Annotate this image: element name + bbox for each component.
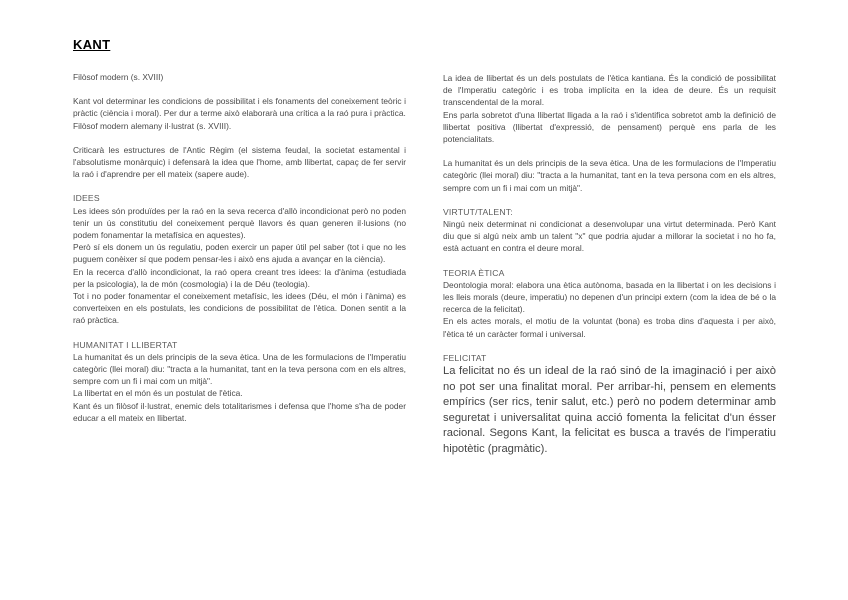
- paragraph: La idea de llibertat és un dels postulats de l'ètica kantiana. És la condició de possibilitat de l'Imperatiu categòric i es troba implícita en la idea de deure. És un requisit transcendental de la moral.: [443, 73, 776, 108]
- intro-line: Filòsof modern alemany il·lustrat (s. XVIII).: [73, 120, 232, 131]
- paragraph: Però sí els donem un ús regulatiu, poden exercir un paper útil pel saber (tot i que no les puguem conèixer sí que podem pensar-les i això ens ajuda a avançar en la ciència).: [73, 242, 406, 265]
- paragraph: Deontologia moral: elabora una ètica autònoma, basada en la llibertat i on les decisions i les lleis morals (deure, imperatiu) no depenen d'un principi extern (com la idea de bé o la recerca de la felicitat).: [443, 279, 776, 315]
- section-heading-humanitat: HUMANITAT I LLIBERTAT: [73, 339, 178, 350]
- intro-paragraph: Kant vol determinar les condicions de possibilitat i els fonaments del coneixement teòric i pràctic (ciència i moral). Per dur a terme això elaborarà una crítica a la raó pura i pràctica.: [73, 96, 406, 119]
- paragraph-large: La felicitat no és un ideal de la raó sinó de la imaginació i per això no pot ser una finalitat moral. Per arribar-hi, pensem en elements empírics (ser rics, tenir salut, etc.) però no podem determinar amb seguretat i universalitat quina acció fomenta la felicitat d'un ésser racional. Segons Kant, la felicitat es busca a través de l'imperatiu hipotètic (pragmàtic).: [443, 365, 776, 455]
- section-heading-teoria: TEORIA ÈTICA: [443, 267, 505, 278]
- paragraph: Ens parla sobretot d'una llibertat lligada a la raó i s'identifica sobretot amb la definició de llibertat positiva (llibertat d'expressió, de pensament) perquè ens parla de les potencialitats.: [443, 109, 776, 145]
- paragraph: Tot i no poder fonamentar el coneixement metafísic, les idees (Déu, el món i l'ànima) es converteixen en els postulats, les condicions de possibilitat de l'ètica. Donen sentit a la raó pràctica.: [73, 291, 406, 326]
- page-title: KANT: [73, 37, 111, 52]
- paragraph: En la recerca d'allò incondicionat, la raó opera creant tres idees: la d'ànima (estudiada per la psicologia), la de món (cosmologia) i la de Déu (teologia).: [73, 266, 406, 289]
- paragraph: En els actes morals, el motiu de la voluntat (bona) es troba dins d'aquesta i per això, l'ètica té un caràcter formal i universal.: [443, 316, 776, 339]
- intro-line: Filòsof modern (s. XVIII): [73, 72, 164, 82]
- paragraph: Ningú neix determinat ni condicionat a desenvolupar una virtut determinada. Però Kant diu que si algú neix amb un talent "x" que podria ajudar a millorar la societat i no ho fa, està actuant en contra el deure moral.: [443, 219, 776, 254]
- paragraph: La humanitat és un dels principis de la seva ètica. Una de les formulacions de l'Imperatiu categòric (llei moral) diu: "tracta a la humanitat, tant en la teva persona com en els altres, sempre com un fi i mai com un mitjà".: [73, 351, 406, 387]
- paragraph: La llibertat en el món és un postulat de l'ètica.: [73, 388, 243, 399]
- left-column: [73, 71, 406, 424]
- paragraph: Les idees són produïdes per la raó en la seva recerca d'allò incondicionat però no poden tenir un ús constitutiu del coneixement perquè llavors és quan generen il·lusions (no podem fonamentar la metafísica en aquestes).: [73, 205, 406, 241]
- right-column: [443, 72, 776, 457]
- section-heading-idees: IDEES: [73, 193, 100, 204]
- section-heading-felicitat: FELICITAT: [443, 352, 487, 363]
- section-heading-virtut: VIRTUT/TALENT:: [443, 206, 513, 217]
- intro-paragraph: Criticarà les estructures de l'Antic Règim (el sistema feudal, la societat estamental i l'absolutisme monàrquic) i defensarà la idea que l'home, amb llibertat, capaç de fer servir la raó i d'aprendre per ell mateix (sapere aude).: [73, 144, 406, 180]
- paragraph: Kant és un filòsof il·lustrat, enemic dels totalitarismes i defensa que l'home s'ha de poder educar a ell mateix en llibertat.: [73, 400, 406, 423]
- paragraph: La humanitat és un dels principis de la seva ètica. Una de les formulacions de l'Imperatiu categòric (llei moral) diu: "tracta a la humanitat, tant en la teva persona com en els altres, sempre com un fi i mai com un mitjà".: [443, 158, 776, 193]
